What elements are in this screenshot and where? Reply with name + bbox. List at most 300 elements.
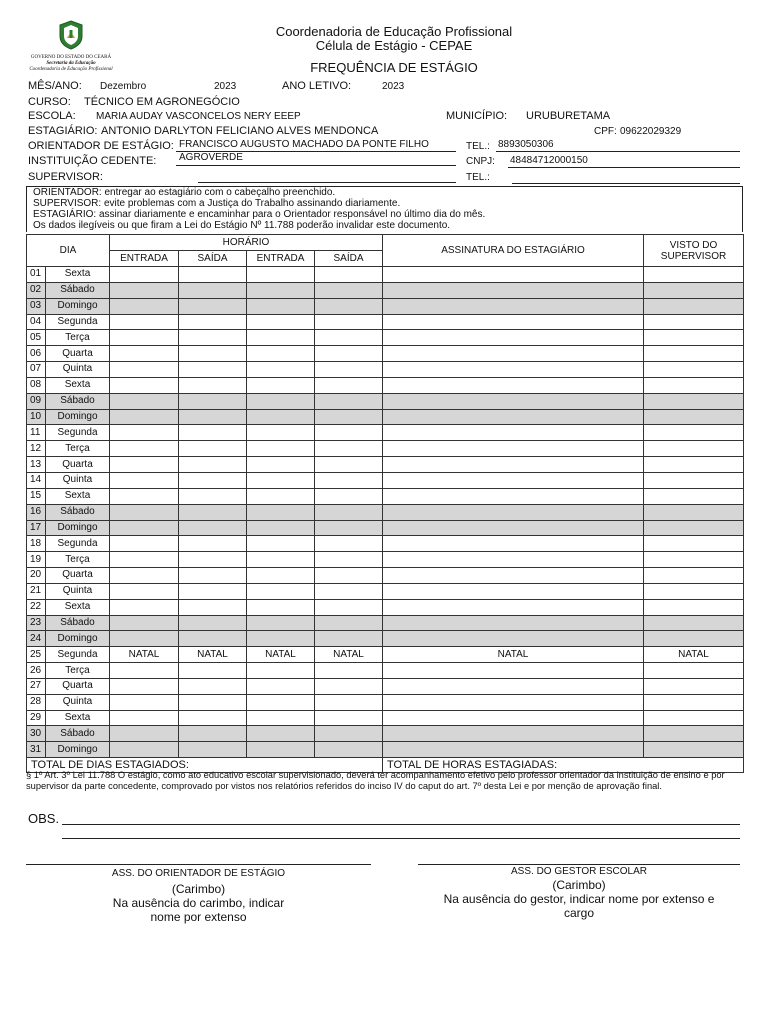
saida-2-cell: [315, 330, 383, 346]
logo-line-1: GOVERNO DO ESTADO DO CEARÁ: [30, 55, 112, 60]
saida-1-cell: [179, 631, 247, 647]
saida-2-cell: [315, 457, 383, 473]
day-number: 11: [27, 425, 46, 441]
entrada-1-cell: [110, 678, 179, 694]
saida-1-cell: [179, 536, 247, 552]
entrada-1-cell: [110, 362, 179, 378]
saida-2-cell: [315, 393, 383, 409]
saida-1-cell: [179, 663, 247, 679]
assinatura-cell: [383, 599, 644, 615]
assinatura-cell: [383, 362, 644, 378]
entrada-1-cell: [110, 441, 179, 457]
entrada-2-cell: [247, 362, 315, 378]
saida-1-cell: [179, 314, 247, 330]
saida-1-cell: [179, 298, 247, 314]
total-dias: TOTAL DE DIAS ESTAGIADOS:: [27, 758, 383, 773]
day-number: 02: [27, 282, 46, 298]
entrada-1-cell: NATAL: [110, 647, 179, 663]
visto-cell: [644, 504, 744, 520]
saida-2-cell: [315, 726, 383, 742]
supervisor-label: SUPERVISOR:: [28, 171, 103, 183]
entrada-1-cell: [110, 536, 179, 552]
visto-cell: [644, 536, 744, 552]
assinatura-cell: [383, 678, 644, 694]
entrada-header-2: ENTRADA: [247, 251, 315, 267]
assinatura-cell: [383, 267, 644, 283]
day-weekday: Sábado: [46, 393, 110, 409]
day-number: 07: [27, 362, 46, 378]
saida-1-cell: [179, 267, 247, 283]
entrada-1-cell: [110, 583, 179, 599]
obs-line-1: [62, 824, 740, 825]
entrada-2-cell: [247, 536, 315, 552]
visto-cell: [644, 742, 744, 758]
saida-2-cell: [315, 678, 383, 694]
entrada-2-cell: [247, 409, 315, 425]
visto-cell: [644, 441, 744, 457]
frequency-table: [26, 234, 744, 773]
day-weekday: Quarta: [46, 457, 110, 473]
day-weekday: Quinta: [46, 583, 110, 599]
visto-cell: [644, 552, 744, 568]
assinatura-cell: [383, 615, 644, 631]
visto-cell: [644, 314, 744, 330]
assinatura-cell: [383, 457, 644, 473]
day-row: [27, 472, 744, 488]
day-row: [27, 362, 744, 378]
saida-1-cell: [179, 678, 247, 694]
day-weekday: Terça: [46, 552, 110, 568]
day-weekday: Sábado: [46, 282, 110, 298]
cpf-value: 09622029329: [620, 126, 682, 137]
assinatura-cell: [383, 298, 644, 314]
day-row: [27, 282, 744, 298]
ano-value: 2023: [214, 81, 237, 92]
day-number: 19: [27, 552, 46, 568]
assinatura-cell: [383, 726, 644, 742]
gestor-note: Na ausência do gestor, indicar nome por extenso e cargo: [443, 892, 715, 920]
day-weekday: Segunda: [46, 647, 110, 663]
day-weekday: Domingo: [46, 742, 110, 758]
day-weekday: Sexta: [46, 377, 110, 393]
law-text: § 1º Art. 3º Lei 11.788 O estágio, como ato educativo escolar supervisionado, deverá ter acompanhamento efetivo pelo professor orientador da instituição de ensino e por supervisor da parte concedente, comprovado por vistos nos relatórios referidos do inciso IV do caput do art. 7º desta Lei e por menção de aprovação final.: [26, 770, 725, 792]
supervisor-line: [198, 182, 456, 183]
entrada-1-cell: [110, 568, 179, 584]
entrada-2-cell: [247, 282, 315, 298]
day-number: 10: [27, 409, 46, 425]
assinatura-cell: [383, 568, 644, 584]
saida-2-cell: [315, 346, 383, 362]
visto-cell: [644, 599, 744, 615]
visto-header: VISTO DO SUPERVISOR: [644, 235, 744, 267]
saida-2-cell: [315, 488, 383, 504]
municipio-value: URUBURETAMA: [526, 110, 611, 122]
assinatura-cell: [383, 663, 644, 679]
dia-header: DIA: [27, 235, 110, 267]
entrada-2-cell: [247, 631, 315, 647]
visto-cell: NATAL: [644, 647, 744, 663]
entrada-1-cell: [110, 346, 179, 362]
day-row: [27, 552, 744, 568]
day-row: [27, 409, 744, 425]
saida-2-cell: [315, 631, 383, 647]
obs-label: OBS.: [28, 811, 60, 826]
curso-label: CURSO:: [28, 96, 71, 108]
orientador-note: Na ausência do carimbo, indicar nome por extenso: [112, 896, 285, 924]
mes-value: Dezembro: [100, 81, 147, 92]
day-number: 30: [27, 726, 46, 742]
day-weekday: Sexta: [46, 488, 110, 504]
day-number: 29: [27, 710, 46, 726]
entrada-1-cell: [110, 393, 179, 409]
saida-1-cell: [179, 425, 247, 441]
saida-1-cell: [179, 409, 247, 425]
entrada-2-cell: [247, 346, 315, 362]
day-weekday: Sábado: [46, 726, 110, 742]
saida-1-cell: [179, 282, 247, 298]
assinatura-cell: [383, 377, 644, 393]
orientador-value: FRANCISCO AUGUSTO MACHADO DA PONTE FILHO: [179, 139, 429, 150]
saida-2-cell: [315, 472, 383, 488]
instituicao-line: [176, 165, 456, 166]
curso-value: TÉCNICO EM AGRONEGÓCIO: [84, 96, 240, 108]
entrada-2-cell: [247, 615, 315, 631]
logo-line-2: Secretaria da Educação: [46, 61, 96, 66]
entrada-1-cell: [110, 726, 179, 742]
day-row: [27, 583, 744, 599]
saida-1-cell: [179, 552, 247, 568]
saida-1-cell: [179, 568, 247, 584]
orientador-carimbo: (Carimbo): [171, 882, 226, 896]
instruction-supervisor: SUPERVISOR: evite problemas com a Justiça do Trabalho assinando diariamente.: [33, 198, 401, 209]
day-number: 01: [27, 267, 46, 283]
entrada-1-cell: [110, 552, 179, 568]
entrada-2-cell: [247, 520, 315, 536]
entrada-1-cell: [110, 742, 179, 758]
day-row: [27, 678, 744, 694]
saida-2-cell: [315, 504, 383, 520]
escola-label: ESCOLA:: [28, 110, 76, 122]
day-number: 18: [27, 536, 46, 552]
day-number: 15: [27, 488, 46, 504]
saida-1-cell: [179, 441, 247, 457]
saida-2-cell: [315, 536, 383, 552]
assinatura-cell: [383, 472, 644, 488]
day-weekday: Sexta: [46, 599, 110, 615]
total-horas: TOTAL DE HORAS ESTAGIADAS:: [383, 758, 744, 773]
assinatura-cell: [383, 314, 644, 330]
assinatura-cell: [383, 409, 644, 425]
mes-ano-label: MÊS/ANO:: [28, 80, 82, 92]
visto-cell: [644, 330, 744, 346]
saida-1-cell: [179, 488, 247, 504]
saida-2-cell: [315, 583, 383, 599]
saida-1-cell: [179, 377, 247, 393]
header-org: Coordenadoria de Educação Profissional: [275, 24, 513, 39]
day-weekday: Domingo: [46, 409, 110, 425]
visto-cell: [644, 377, 744, 393]
saida-1-cell: NATAL: [179, 647, 247, 663]
day-weekday: Domingo: [46, 298, 110, 314]
day-row: [27, 710, 744, 726]
entrada-1-cell: [110, 298, 179, 314]
entrada-1-cell: [110, 282, 179, 298]
day-row: [27, 425, 744, 441]
ano-letivo-label: ANO LETIVO:: [282, 80, 352, 92]
page-title: FREQUÊNCIA DE ESTÁGIO: [310, 60, 478, 75]
saida-2-cell: [315, 409, 383, 425]
visto-cell: [644, 298, 744, 314]
assinatura-cell: [383, 441, 644, 457]
saida-1-cell: [179, 742, 247, 758]
day-weekday: Terça: [46, 330, 110, 346]
day-row: [27, 663, 744, 679]
supervisor-tel-line: [512, 183, 740, 184]
assinatura-cell: [383, 346, 644, 362]
day-weekday: Domingo: [46, 631, 110, 647]
day-row: [27, 457, 744, 473]
entrada-1-cell: [110, 504, 179, 520]
entrada-2-cell: [247, 267, 315, 283]
saida-1-cell: [179, 393, 247, 409]
orientador-signature-line: [26, 864, 371, 865]
saida-header-2: SAÍDA: [315, 251, 383, 267]
day-number: 14: [27, 472, 46, 488]
logo-line-3: Coordenadoria de Educação Profissional: [29, 67, 113, 72]
day-weekday: Segunda: [46, 314, 110, 330]
visto-cell: [644, 583, 744, 599]
entrada-1-cell: [110, 425, 179, 441]
entrada-1-cell: [110, 488, 179, 504]
entrada-2-cell: [247, 314, 315, 330]
assinatura-cell: [383, 710, 644, 726]
day-weekday: Sexta: [46, 267, 110, 283]
entrada-1-cell: [110, 314, 179, 330]
header-cell: Célula de Estágio - CEPAE: [315, 38, 473, 53]
day-row: [27, 441, 744, 457]
saida-1-cell: [179, 615, 247, 631]
entrada-1-cell: [110, 663, 179, 679]
visto-cell: [644, 694, 744, 710]
assinatura-cell: [383, 504, 644, 520]
assinatura-cell: [383, 393, 644, 409]
saida-1-cell: [179, 694, 247, 710]
entrada-1-cell: [110, 409, 179, 425]
day-row: [27, 267, 744, 283]
orientador-signature-title: ASS. DO ORIENTADOR DE ESTÁGIO: [111, 868, 286, 879]
entrada-1-cell: [110, 694, 179, 710]
assinatura-cell: [383, 520, 644, 536]
visto-cell: [644, 520, 744, 536]
entrada-2-cell: [247, 393, 315, 409]
entrada-2-cell: [247, 742, 315, 758]
day-row: [27, 488, 744, 504]
day-number: 23: [27, 615, 46, 631]
day-row: [27, 694, 744, 710]
visto-cell: [644, 710, 744, 726]
day-row: [27, 615, 744, 631]
saida-1-cell: [179, 472, 247, 488]
entrada-1-cell: [110, 599, 179, 615]
visto-cell: [644, 282, 744, 298]
assinatura-cell: [383, 631, 644, 647]
orientador-label: ORIENTADOR DE ESTÁGIO:: [28, 140, 174, 152]
cnpj-line: [508, 167, 740, 168]
saida-2-cell: [315, 425, 383, 441]
assinatura-cell: [383, 330, 644, 346]
estagiario-label: ESTAGIÁRIO:: [28, 125, 98, 137]
day-row: [27, 647, 744, 663]
saida-2-cell: [315, 552, 383, 568]
entrada-2-cell: [247, 298, 315, 314]
municipio-label: MUNICÍPIO:: [446, 110, 508, 122]
visto-cell: [644, 267, 744, 283]
day-number: 06: [27, 346, 46, 362]
assinatura-cell: [383, 742, 644, 758]
entrada-2-cell: [247, 472, 315, 488]
day-row: [27, 314, 744, 330]
day-weekday: Quinta: [46, 694, 110, 710]
entrada-2-cell: [247, 663, 315, 679]
saida-1-cell: [179, 330, 247, 346]
ano-letivo-value: 2023: [382, 81, 405, 92]
visto-cell: [644, 726, 744, 742]
entrada-2-cell: [247, 488, 315, 504]
entrada-2-cell: [247, 694, 315, 710]
visto-cell: [644, 663, 744, 679]
entrada-header: ENTRADA: [110, 251, 179, 267]
saida-1-cell: [179, 583, 247, 599]
saida-1-cell: [179, 710, 247, 726]
saida-2-cell: [315, 520, 383, 536]
instructions-box: [26, 186, 743, 232]
gestor-signature-line: [418, 864, 740, 865]
day-number: 26: [27, 663, 46, 679]
entrada-2-cell: [247, 330, 315, 346]
saida-2-cell: [315, 615, 383, 631]
day-number: 12: [27, 441, 46, 457]
entrada-1-cell: [110, 472, 179, 488]
day-weekday: Sexta: [46, 710, 110, 726]
instruction-invalid-data: Os dados ilegíveis ou que firam a Lei do Estágio Nº 11.788 poderão invalidar este documento.: [33, 220, 451, 231]
day-number: 22: [27, 599, 46, 615]
estagiario-value: ANTONIO DARLYTON FELICIANO ALVES MENDONCA: [101, 125, 379, 137]
entrada-2-cell: [247, 377, 315, 393]
saida-1-cell: [179, 457, 247, 473]
day-weekday: Quinta: [46, 362, 110, 378]
visto-cell: [644, 393, 744, 409]
day-number: 08: [27, 377, 46, 393]
day-weekday: Quarta: [46, 346, 110, 362]
day-number: 16: [27, 504, 46, 520]
saida-2-cell: [315, 599, 383, 615]
entrada-2-cell: [247, 457, 315, 473]
tel-label: TEL.:: [466, 141, 490, 152]
day-number: 13: [27, 457, 46, 473]
frequency-body: [27, 267, 744, 758]
visto-cell: [644, 568, 744, 584]
day-weekday: Sábado: [46, 615, 110, 631]
saida-1-cell: [179, 346, 247, 362]
saida-2-cell: [315, 663, 383, 679]
day-row: [27, 504, 744, 520]
assinatura-cell: [383, 282, 644, 298]
day-number: 03: [27, 298, 46, 314]
entrada-2-cell: [247, 710, 315, 726]
visto-cell: [644, 631, 744, 647]
entrada-1-cell: [110, 615, 179, 631]
horario-header: HORÁRIO: [110, 235, 383, 251]
assinatura-cell: [383, 552, 644, 568]
day-row: [27, 346, 744, 362]
supervisor-tel-label: TEL.:: [466, 172, 490, 183]
assinatura-header: ASSINATURA DO ESTAGIÁRIO: [383, 235, 644, 267]
saida-2-cell: [315, 362, 383, 378]
entrada-2-cell: [247, 504, 315, 520]
visto-cell: [644, 346, 744, 362]
saida-header: SAÍDA: [179, 251, 247, 267]
saida-1-cell: [179, 504, 247, 520]
assinatura-cell: NATAL: [383, 647, 644, 663]
day-number: 05: [27, 330, 46, 346]
day-number: 21: [27, 583, 46, 599]
saida-2-cell: [315, 298, 383, 314]
visto-cell: [644, 457, 744, 473]
day-weekday: Segunda: [46, 425, 110, 441]
assinatura-cell: [383, 583, 644, 599]
day-number: 09: [27, 393, 46, 409]
day-row: [27, 377, 744, 393]
visto-cell: [644, 488, 744, 504]
gestor-signature-block: [418, 866, 740, 920]
saida-2-cell: NATAL: [315, 647, 383, 663]
day-weekday: Quarta: [46, 678, 110, 694]
visto-cell: [644, 425, 744, 441]
day-number: 20: [27, 568, 46, 584]
entrada-1-cell: [110, 267, 179, 283]
saida-2-cell: [315, 441, 383, 457]
day-number: 04: [27, 314, 46, 330]
day-weekday: Quarta: [46, 568, 110, 584]
assinatura-cell: [383, 425, 644, 441]
entrada-2-cell: [247, 583, 315, 599]
instituicao-value: AGROVERDE: [179, 152, 243, 163]
day-number: 17: [27, 520, 46, 536]
entrada-1-cell: [110, 520, 179, 536]
day-weekday: Terça: [46, 663, 110, 679]
entrada-2-cell: NATAL: [247, 647, 315, 663]
entrada-1-cell: [110, 457, 179, 473]
day-number: 28: [27, 694, 46, 710]
saida-2-cell: [315, 568, 383, 584]
day-row: [27, 726, 744, 742]
day-row: [27, 298, 744, 314]
day-number: 31: [27, 742, 46, 758]
entrada-2-cell: [247, 678, 315, 694]
assinatura-cell: [383, 694, 644, 710]
entrada-1-cell: [110, 377, 179, 393]
saida-2-cell: [315, 710, 383, 726]
saida-2-cell: [315, 742, 383, 758]
day-row: [27, 599, 744, 615]
gestor-signature-title: ASS. DO GESTOR ESCOLAR: [511, 866, 647, 877]
tel-line: [496, 151, 740, 152]
entrada-1-cell: [110, 631, 179, 647]
day-row: [27, 330, 744, 346]
saida-2-cell: [315, 314, 383, 330]
entrada-1-cell: [110, 710, 179, 726]
entrada-2-cell: [247, 726, 315, 742]
